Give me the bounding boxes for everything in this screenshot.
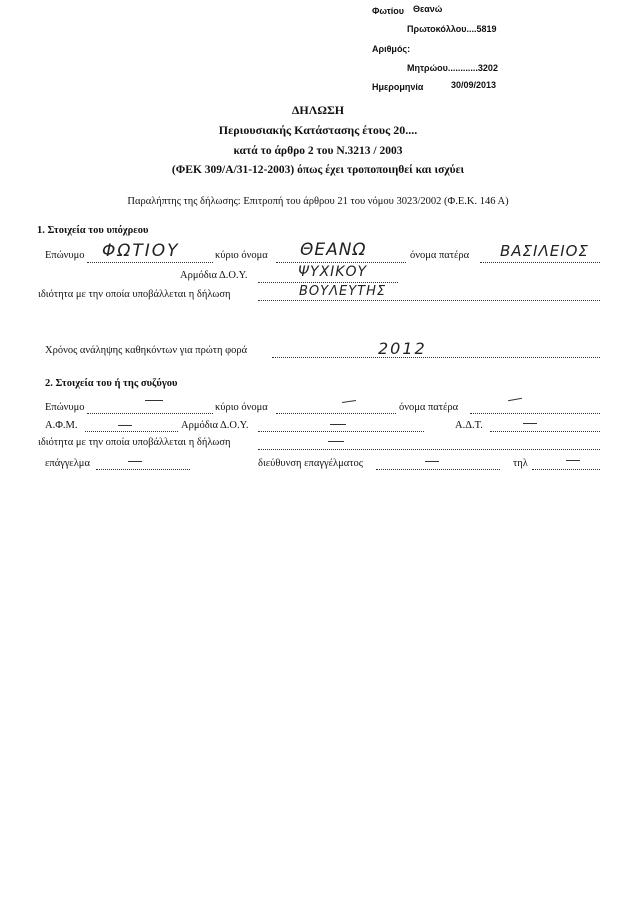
s1-year-value: 2012	[378, 339, 427, 358]
title-line-2: κατά το άρθρο 2 του Ν.3213 / 2003	[233, 145, 403, 157]
s1-year-label: Χρόνος ανάληψης καθηκόντων για πρώτη φορά	[45, 345, 248, 356]
s2-taxoffice-line[interactable]	[258, 431, 424, 432]
s2-adt-line[interactable]	[490, 431, 600, 432]
header-date-value: 30/09/2013	[451, 80, 497, 90]
s1-capacity-value: ΒΟΥΛΕΥΤΗΣ	[299, 284, 387, 299]
s2-afm-line[interactable]	[85, 431, 178, 432]
s2-profession-dash	[128, 461, 142, 462]
s2-profession-line[interactable]	[96, 469, 190, 470]
s2-firstname-dash	[342, 400, 356, 403]
s1-taxoffice-line[interactable]	[258, 282, 398, 283]
s2-phone-dash	[566, 460, 580, 461]
s2-taxoffice-label: Αρμόδια Δ.Ο.Υ.	[181, 420, 249, 431]
s2-phone-line[interactable]	[532, 469, 600, 470]
header-protocol: Πρωτοκόλλου....5819	[407, 24, 497, 34]
s2-afm-dash	[118, 425, 132, 426]
s2-address-label: διεύθυνση επαγγέλματος	[258, 458, 363, 469]
s2-address-line[interactable]	[376, 469, 500, 470]
s2-firstname-line[interactable]	[276, 413, 396, 414]
section2-title: 2. Στοιχεία του ή της συζύγου	[45, 378, 178, 389]
s1-father-line[interactable]	[480, 262, 600, 263]
s2-surname-dash	[145, 400, 163, 401]
s1-father-label: όνομα πατέρα	[410, 250, 470, 261]
s1-firstname-line[interactable]	[276, 262, 406, 263]
s1-surname-value: ΦΩΤΙΟΥ	[102, 241, 180, 261]
header-name-label: Φωτίου	[372, 6, 404, 16]
title-line-1: Περιουσιακής Κατάστασης έτους 20....	[218, 123, 418, 137]
s1-surname-label: Επώνυμο	[45, 250, 85, 261]
s2-firstname-label: κύριο όνομα	[215, 402, 268, 413]
header-name-value: Θεανώ	[413, 4, 443, 14]
s1-taxoffice-label: Αρμόδια Δ.Ο.Υ.	[180, 270, 248, 281]
s1-capacity-label: ιδιότητα με την οποία υποβάλλεται η δήλωση	[38, 289, 231, 300]
s2-phone-label: τηλ	[513, 458, 528, 469]
document-heading: ΔΗΛΩΣΗ	[291, 103, 345, 117]
section1-title: 1. Στοιχεία του υπόχρεου	[37, 225, 149, 236]
s1-capacity-line[interactable]	[258, 300, 600, 301]
s1-father-value: ΒΑΣΙΛΕΙΟΣ	[500, 242, 589, 260]
title-line-3: (ΦΕΚ 309/Α/31-12-2003) όπως έχει τροποποιηθεί και ισχύει	[171, 164, 465, 176]
header-number-label: Αριθμός:	[372, 44, 411, 54]
header-date-label: Ημερομηνία	[372, 82, 424, 92]
s1-surname-line[interactable]	[87, 262, 213, 263]
s2-adt-label: Α.Δ.Τ.	[455, 420, 483, 431]
s1-year-line[interactable]	[272, 357, 600, 358]
s2-surname-line[interactable]	[87, 413, 213, 414]
s1-firstname-value: ΘΕΑΝΩ	[300, 240, 367, 260]
s2-capacity-dash	[328, 441, 344, 442]
s2-father-dash	[508, 398, 522, 401]
s2-profession-label: επάγγελμα	[45, 458, 90, 469]
s2-adt-dash	[523, 423, 537, 424]
recipient-text: Παραλήπτης της δήλωσης: Επιτροπή του άρθρου 21 του νόμου 3023/2002 (Φ.Ε.Κ. 146 Α)	[127, 196, 509, 207]
s2-capacity-label: ιδιότητα με την οποία υποβάλλεται η δήλωση	[38, 437, 231, 448]
s2-father-line[interactable]	[470, 413, 600, 414]
s2-afm-label: Α.Φ.Μ.	[45, 420, 78, 431]
s2-address-dash	[425, 461, 439, 462]
s1-firstname-label: κύριο όνομα	[215, 250, 268, 261]
s2-surname-label: Επώνυμο	[45, 402, 85, 413]
header-registry: Μητρώου............3202	[407, 63, 498, 73]
s1-taxoffice-value: ΨΥΧΙΚΟΥ	[298, 264, 368, 280]
s2-capacity-line[interactable]	[258, 449, 600, 450]
s2-taxoffice-dash	[330, 424, 346, 425]
s2-father-label: όνομα πατέρα	[399, 402, 459, 413]
